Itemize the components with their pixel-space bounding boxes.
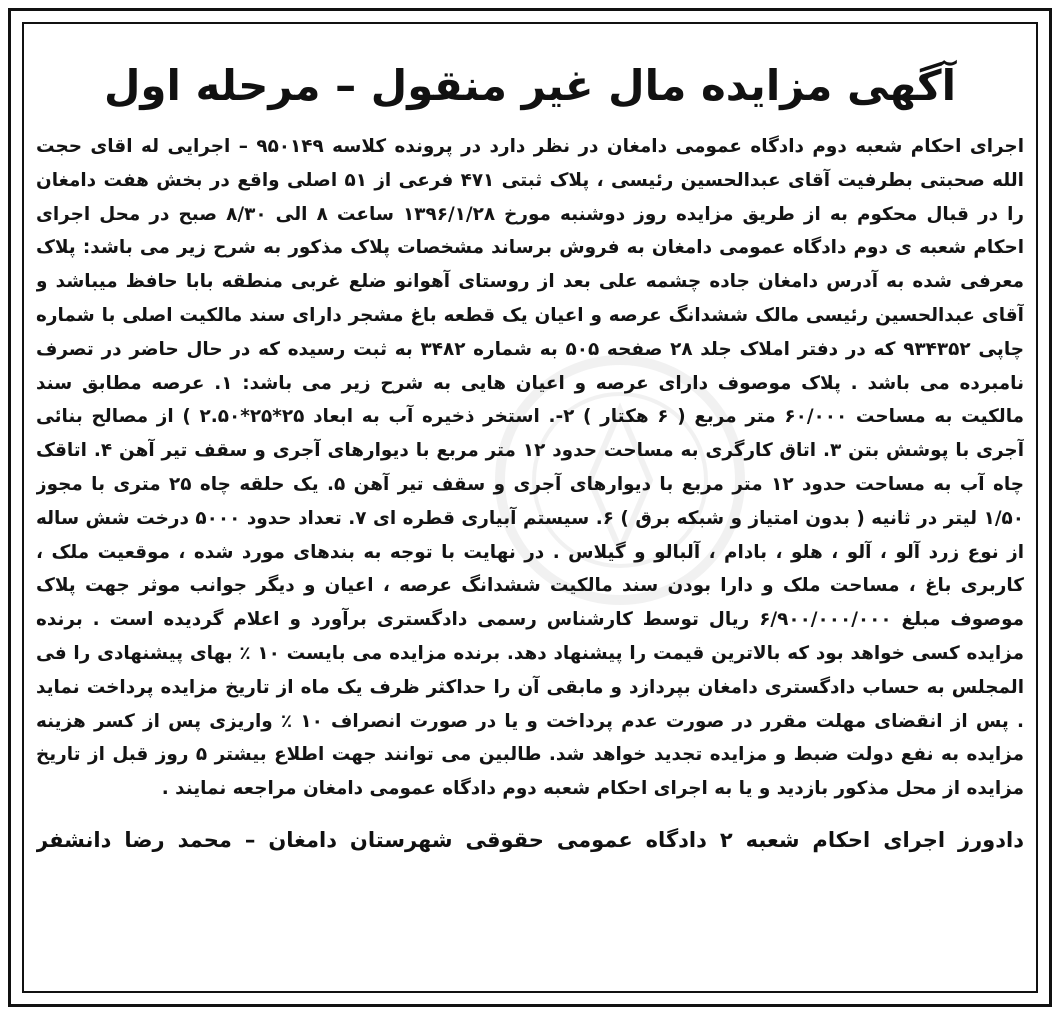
- notice-content: [36, 38, 1024, 974]
- notice-body: اجرای احکام شعبه دوم دادگاه عمومی دامغان در نظر دارد در پرونده کلاسه ۹۵۰۱۴۹ – اجرایی له اقای حجت الله صحبتی بطرفیت آقای عبدالحسین رئیسی ، پلاک ثبتی ۴۷۱ فرعی از ۵۱ اصلی واقع در بخش هفت دامغان را در قبال محکوم به از طریق مزایده روز دوشنبه مورخ ۱۳۹۶/۱/۲۸ ساعت ۸ الی ۸/۳۰ صبح در محل اجرای احکام شعبه ی دوم دادگاه عمومی دامغان به فروش برساند مشخصات پلاک مذکور به شرح زیر می باشد: پلاک معرفی شده به آدرس دامغان جاده چشمه علی بعد از روستای آهوانو ضلع غربی منطقه بابا حافظ میباشد و آقای عبدالحسین رئیسی مالک ششدانگ عرصه و اعیان یک قطعه باغ مشجر دارای سند مالکیت اصلی با شماره چاپی ۹۳۴۳۵۲ که در دفتر املاک جلد ۲۸ صفحه ۵۰۵ به شماره ۳۴۸۲ به ثبت رسیده که در حال حاضر در تصرف نامبرده می باشد . پلاک موصوف دارای عرصه و اعیان هایی به شرح زیر می باشد: ۱. عرصه مطابق سند مالکیت به مساحت ۶۰/۰۰۰ متر مربع ( ۶ هکتار ) ۲-. استخر ذخیره آب به ابعاد ۲۵*۲۵*۲.۵۰ ) از مصالح بنائی آجری با پوشش بتن ۳. اتاق کارگری به مساحت حدود ۱۲ متر مربع با دیوارهای آجری و سقف تیر آهن ۴. اتاقک چاه آب به مساحت حدود ۱۲ متر مربع با دیوارهای آجری و سقف تیر آهن ۵. یک حلقه چاه ۲۵ متری با مجوز ۱/۵۰ لیتر در ثانیه ( بدون امتیاز و شبکه برق ) ۶. سیستم آبیاری قطره ای ۷. تعداد حدود ۵۰۰۰ درخت شش ساله از نوع زرد آلو ، آلو ، هلو ، بادام ، آلبالو و گیلاس . در نهایت با توجه به بندهای مورد شده ، موقعیت ملک ، کاربری باغ ، مساحت ملک و دارا بودن سند مالکیت ششدانگ عرصه ، اعیان و دیگر جوانب موثر جهت پلاک موصوف مبلغ ۶/۹۰۰/۰۰۰/۰۰۰ ریال توسط کارشناس رسمی دادگستری برآورد و اعلام گردیده است . برنده مزایده کسی خواهد بود که بالاترین قیمت را پیشنهاد دهد. برنده مزایده می بایست ۱۰ ٪ بهای پیشنهادی را فی المجلس به حساب دادگستری دامغان بپردازد و مابقی آن را حداکثر ظرف یک ماه از تاریخ مزایده پرداخت نماید . پس از انقضای مهلت مقرر در صورت عدم پرداخت و یا در صورت انصراف ۱۰ ٪ واریزی پس از کسر هزینه مزایده به نفع دولت ضبط و مزایده تجدید خواهد شد. طالبین می توانند جهت اطلاع بیشتر ۵ روز قبل از تاریخ مزایده از محل مذکور بازدید و یا به اجرای احکام شعبه دوم دادگاه عمومی دامغان مراجعه نمایند .: [36, 136, 1024, 800]
- notice-title: آگهی مزایده مال غیر منقول – مرحله اول: [103, 61, 957, 110]
- notice-signature: دادورز اجرای احکام شعبه ۲ دادگاه عمومی حقوقی شهرستان دامغان – محمد رضا دانشفر: [36, 827, 1024, 852]
